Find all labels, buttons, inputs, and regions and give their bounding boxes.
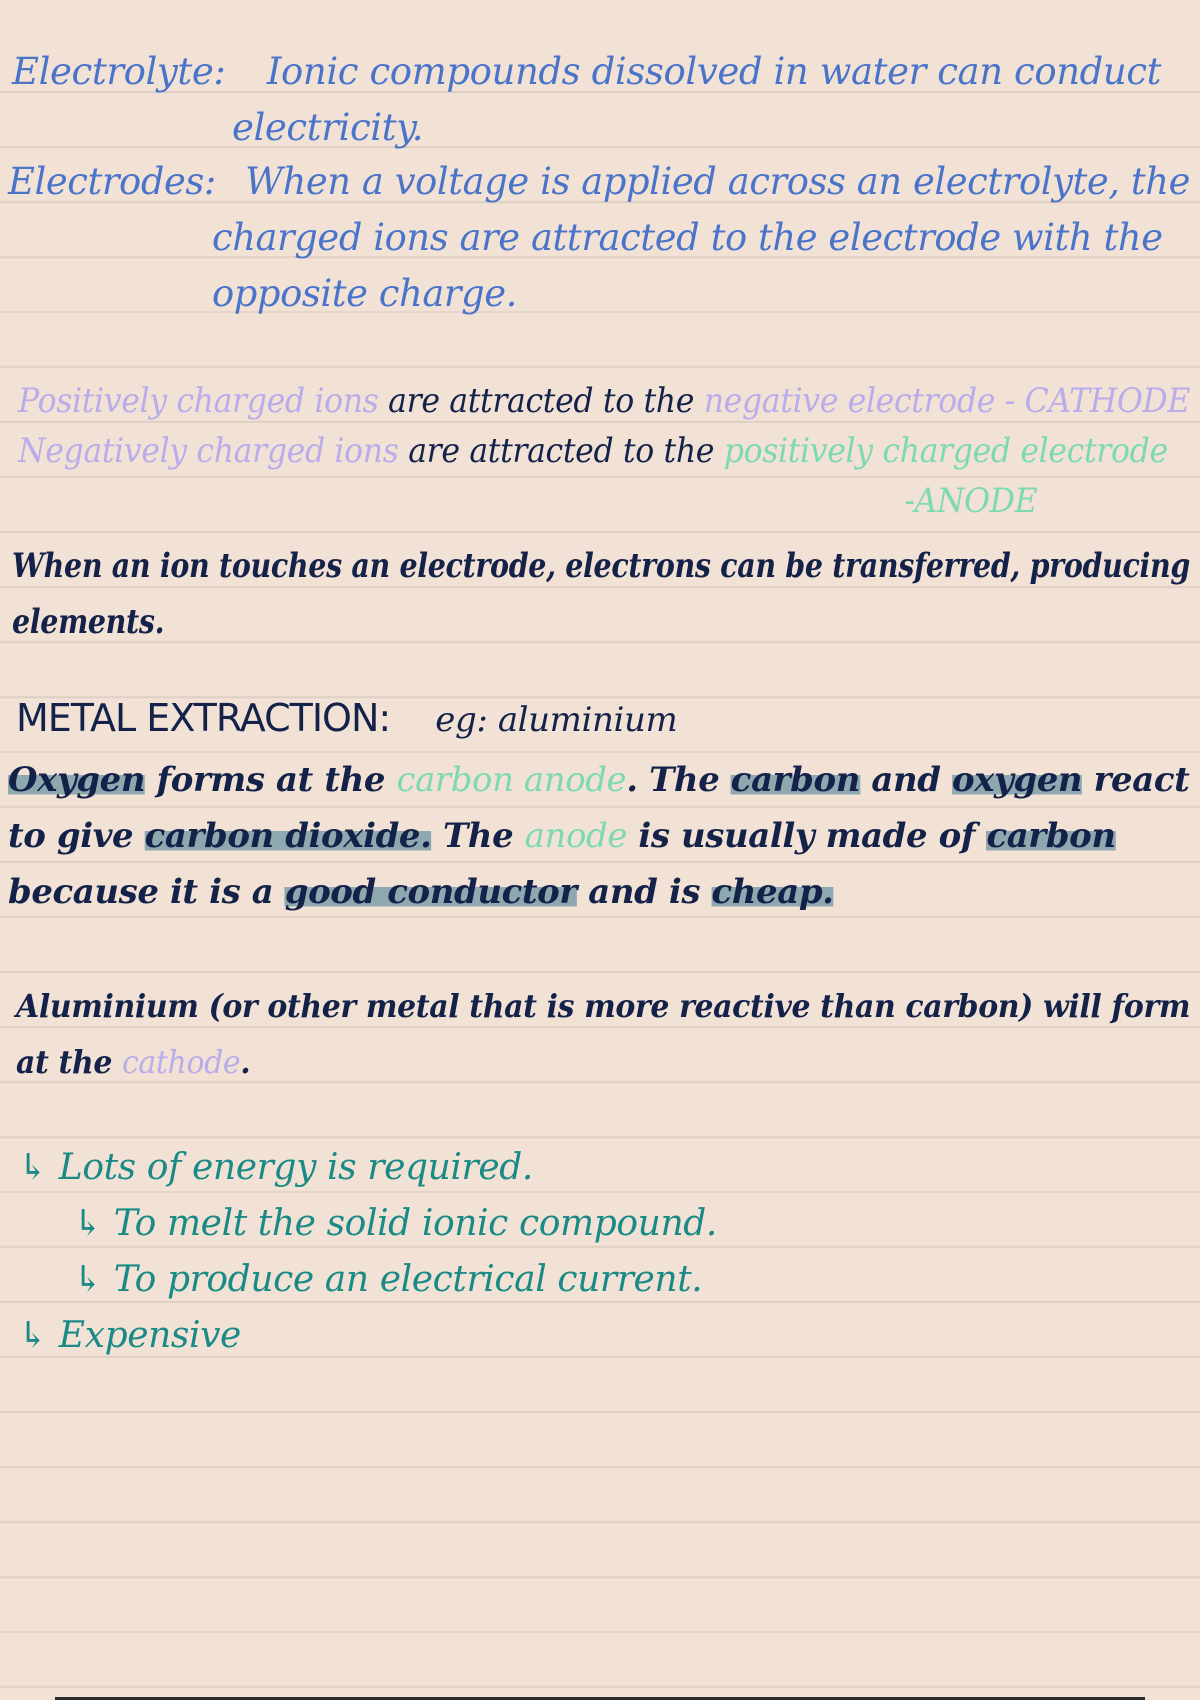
highlight-carbon: carbon	[730, 760, 860, 800]
cathode-label: negative electrode - CATHODE	[703, 381, 1191, 421]
metal-extraction-body	[8, 752, 1189, 920]
note-electrical-current: ↳ To produce an electrical current.	[73, 1259, 703, 1300]
note-expensive: ↳ Expensive	[18, 1315, 241, 1356]
positive-attraction-text: are attracted to the	[388, 381, 695, 421]
cathode-label-2: cathode	[122, 1043, 241, 1081]
highlight-good-conductor: good conductor	[284, 872, 577, 912]
text-and-is: and is	[588, 872, 701, 912]
text-and: and	[871, 760, 941, 800]
transfer-line2: elements.	[12, 602, 165, 642]
anode-label-2: anode	[524, 816, 628, 856]
electrolyte-text-line2: electricity.	[232, 106, 424, 149]
electrodes-term: Electrodes:	[8, 160, 216, 203]
electrolyte-text-line1: Ionic compounds dissolved in water can conduct	[266, 50, 1162, 93]
text-react: react	[1093, 760, 1190, 800]
text-the: . The	[626, 760, 720, 800]
negative-ions-label: Negatively charged ions	[18, 431, 399, 471]
ions-attraction	[18, 376, 1190, 526]
electrolyte-term: Electrolyte:	[12, 50, 226, 93]
metal-extraction-example: eg: aluminium	[435, 700, 678, 740]
electrodes-text-line1: When a voltage is applied across an electrolyte, the	[245, 160, 1190, 203]
text-forms-at: forms at the	[156, 760, 386, 800]
aluminium-at-the: at the	[16, 1043, 112, 1081]
positive-ions-label: Positively charged ions	[18, 381, 379, 421]
highlight-cheap: cheap.	[711, 872, 834, 912]
metal-extraction-heading-row	[16, 690, 677, 748]
anode-label: -ANODE	[904, 481, 1038, 521]
positive-electrode-label: positively charged electrode	[723, 431, 1168, 471]
highlight-carbon-dioxide: carbon dioxide.	[144, 816, 432, 856]
highlight-oxygen-2: oxygen	[951, 760, 1083, 800]
electrodes-text-line2: charged ions are attracted to the electrode with the	[211, 216, 1163, 259]
negative-attraction-text: are attracted to the	[408, 431, 715, 471]
energy-notes	[18, 1140, 717, 1364]
carbon-anode-label: carbon anode	[396, 760, 627, 800]
note-lots-of-energy: ↳ Lots of energy is required.	[18, 1147, 533, 1188]
metal-extraction-heading: METAL EXTRACTION:	[16, 696, 391, 740]
aluminium-note	[16, 978, 1190, 1090]
electrolyte-definition	[12, 44, 1161, 156]
aluminium-period: .	[240, 1043, 251, 1081]
text-is-usually: is usually made of	[638, 816, 976, 856]
electrodes-definition	[8, 154, 1190, 322]
transfer-line1: When an ion touches an electrode, electrons can be transferred, producing	[12, 546, 1190, 586]
text-to-give: to give	[8, 816, 134, 856]
text-the-2: The	[442, 816, 514, 856]
note-melt-compound: ↳ To melt the solid ionic compound.	[73, 1203, 717, 1244]
electrodes-text-line3: opposite charge.	[211, 272, 517, 315]
highlight-carbon-2: carbon	[986, 816, 1116, 856]
electron-transfer-note	[12, 538, 1190, 650]
aluminium-line1: Aluminium (or other metal that is more reactive than carbon) will form	[16, 987, 1191, 1025]
text-because: because it is a	[8, 872, 274, 912]
highlight-oxygen: Oxygen	[8, 760, 146, 800]
